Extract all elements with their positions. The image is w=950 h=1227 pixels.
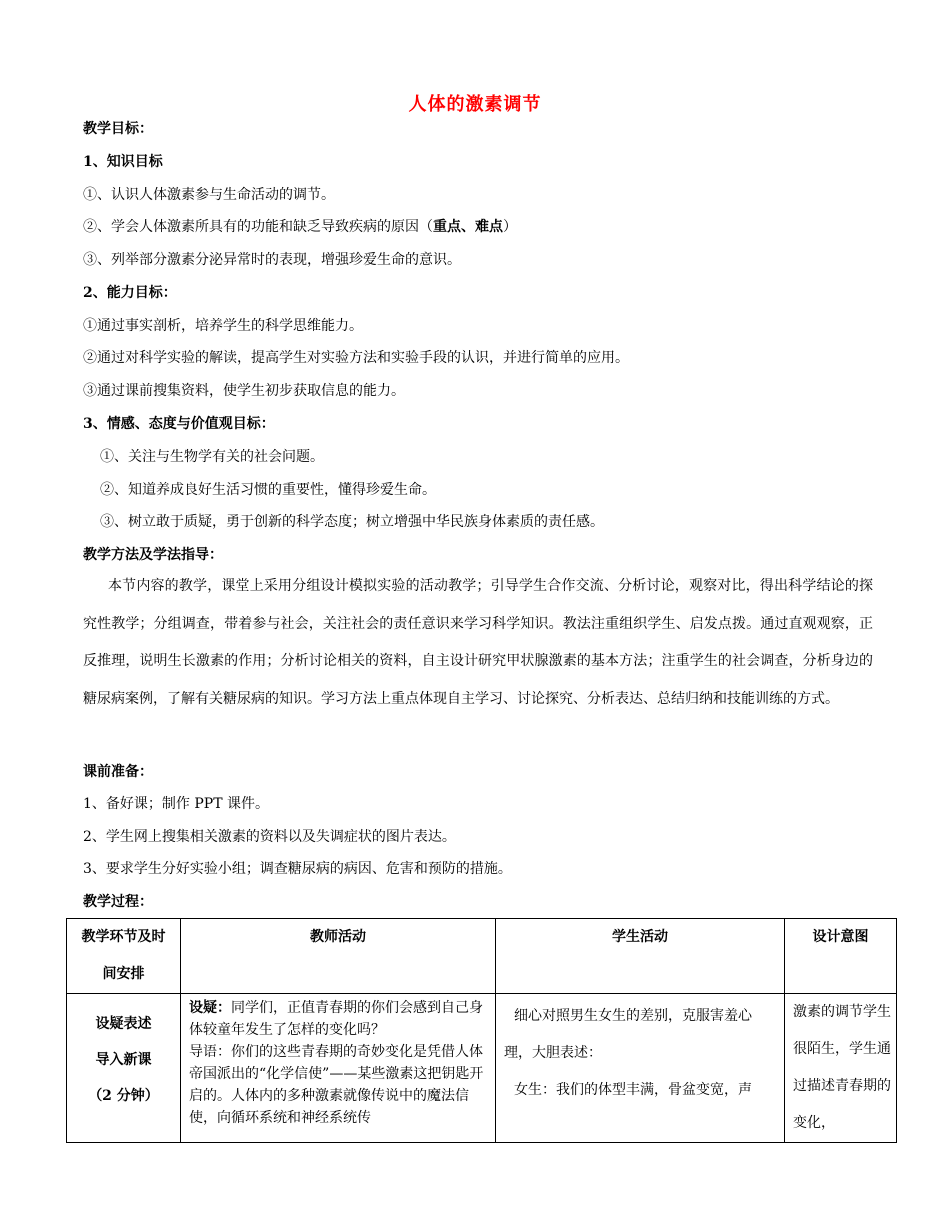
stage-line-2: 导入新课 xyxy=(95,1052,152,1068)
teacher-intro: 导语：你们的这些青春期的奇妙变化是凭借人体帝国派出的“化学信使”——某些激素这把钥匙开启的。人体内的多种激素就像传说中的魔法信使，向循环系统和神经系统传 xyxy=(189,1044,484,1126)
preparation-item-1: 1、备好课；制作 PPT 课件。 xyxy=(83,796,269,812)
page-title: 人体的激素调节 xyxy=(408,94,542,115)
preparation-heading: 课前准备： xyxy=(83,764,153,780)
ability-item-1: ①通过事实剖析，培养学生的科学思维能力。 xyxy=(83,318,363,334)
stage-line-1: 设疑表述 xyxy=(95,1016,152,1032)
ability-item-2: ②通过对科学实验的解读，提高学生对实验方法和实验手段的认识，并进行简单的应用。 xyxy=(83,350,629,366)
teacher-question-text: 同学们，正值青春期的你们会感到自己身体较童年发生了怎样的变化吗？ xyxy=(189,1000,483,1038)
preparation-item-3: 3、要求学生分好实验小组；调查糖尿病的病因、危害和预防的措施。 xyxy=(83,861,512,877)
methods-heading: 教学方法及学法指导： xyxy=(83,547,223,563)
ability-heading: 2、能力目标： xyxy=(83,285,177,301)
table-row xyxy=(67,994,897,1143)
stage-cell xyxy=(67,994,181,1143)
knowledge-item-1: ①、认识人体激素参与生命活动的调节。 xyxy=(83,187,335,203)
knowledge-item-2-text: ②、学会人体激素所具有的功能和缺乏导致疾病的原因（ xyxy=(83,219,433,235)
student-activity-text-2: 女生：我们的体型丰满，骨盆变宽，声 xyxy=(514,1082,752,1098)
design-intent-cell: 激素的调节学生很陌生，学生通过描述青春期的变化， xyxy=(785,994,897,1143)
objectives-heading: 教学目标： xyxy=(83,121,153,137)
header-stage xyxy=(67,919,181,994)
student-activity-text: 细心对照男生女生的差别，克服害羞心理，大胆表述： xyxy=(504,1008,752,1061)
preparation-item-2: 2、学生网上搜集相关激素的资料以及失调症状的图片表达。 xyxy=(83,829,456,845)
emotion-item-2: ②、知道养成良好生活习惯的重要性，懂得珍爱生命。 xyxy=(100,482,436,498)
methods-paragraph: 本节内容的教学，课堂上采用分组设计模拟实验的活动教学；引导学生合作交流、分析讨论，观察对比，得出科学结论的探究性教学；分组调查，带着参与社会，关注社会的责任意识来学习科学知识。教法注重组织学生、启发点拨。通过直观观察，正反推理，说明生长激素的作用；分析讨论相关的资料，自主设计研究甲状腺激素的基本方法；注重学生的社会调查，分析身边的糖尿病案例，了解有关糖尿病的知识。学习方法上重点体现自主学习、讨论探究、分析表达、总结归纳和技能训练的方式。 xyxy=(83,578,873,707)
header-student: 学生活动 xyxy=(496,919,785,994)
stage-line-3: （2 分钟） xyxy=(88,1088,159,1104)
knowledge-heading: 1、知识目标 xyxy=(83,154,163,170)
emotion-item-3: ③、树立敢于质疑，勇于创新的科学态度；树立增强中华民族身体素质的责任感。 xyxy=(100,514,604,530)
knowledge-item-2 xyxy=(83,216,517,236)
header-stage-line-2: 间安排 xyxy=(102,966,145,982)
table-header-row xyxy=(67,919,897,994)
knowledge-item-3: ③、列举部分激素分泌异常时的表现，增强珍爱生命的意识。 xyxy=(83,252,461,268)
header-intent: 设计意图 xyxy=(785,919,897,994)
student-activity-cell xyxy=(496,994,785,1143)
ability-item-3: ③通过课前搜集资料，使学生初步获取信息的能力。 xyxy=(83,383,405,399)
teacher-question-label: 设疑： xyxy=(189,1000,231,1016)
process-heading: 教学过程： xyxy=(83,894,153,910)
emotion-heading: 3、情感、态度与价值观目标： xyxy=(83,416,275,432)
header-stage-line-1: 教学环节及时 xyxy=(81,929,166,945)
emotion-item-1: ①、关注与生物学有关的社会问题。 xyxy=(100,449,324,465)
emphasis-close: ） xyxy=(503,219,517,235)
teacher-activity-cell xyxy=(181,994,496,1143)
key-point-emphasis: 重点、难点 xyxy=(433,219,503,235)
header-teacher: 教师活动 xyxy=(181,919,496,994)
teacher-question xyxy=(189,997,487,1041)
teaching-process-table xyxy=(66,918,897,1143)
